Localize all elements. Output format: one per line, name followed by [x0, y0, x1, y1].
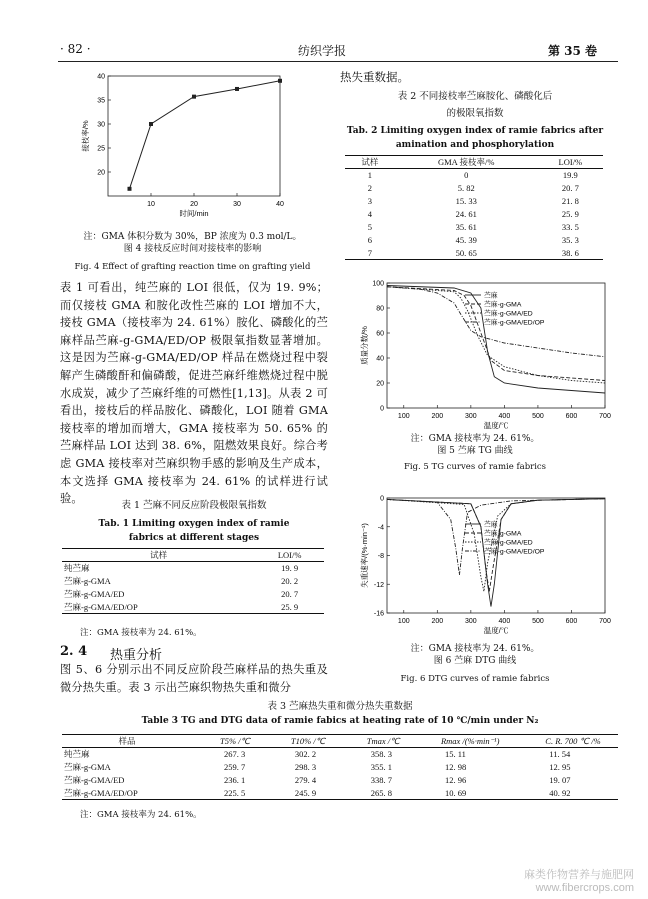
right-top-text: 热失重数据。	[340, 70, 409, 84]
table3-cell: 355. 1	[370, 762, 392, 772]
fig6-xtick-label: 300	[465, 618, 477, 625]
fig6-xtick-label: 400	[498, 618, 511, 625]
table3-cell: 245. 9	[294, 787, 317, 798]
table3-title-en: Table 3 TG and DTG data of ramie fabics at heating rate of 10 ℃/min under N₂	[141, 716, 539, 726]
table1-cell: 25. 9	[281, 601, 299, 612]
table3-cell: 12. 98	[444, 762, 467, 772]
table2-row	[345, 169, 603, 182]
table3-cell: 267. 3	[224, 749, 246, 760]
table2-row	[345, 182, 603, 195]
fig5-ylabel: 质量分数/%	[360, 326, 369, 365]
table1-cell: 20. 2	[281, 576, 299, 586]
table1-cell: 苎麻-g-GMA/ED/OP	[64, 601, 138, 612]
table3-cell: 12. 95	[549, 762, 571, 772]
table2-row	[345, 208, 603, 221]
table3-cell: 279. 4	[294, 775, 317, 785]
fig4-point	[149, 122, 153, 126]
section-title: 热重分析	[110, 648, 163, 663]
fig4-chart	[70, 68, 300, 228]
fig6-xlabel: 温度/℃	[483, 626, 509, 635]
table2-cell: 33. 5	[561, 222, 579, 232]
table2-cell: 0	[464, 170, 469, 181]
fig5-ytick-label: 20	[376, 380, 384, 388]
table3-cell: 40. 92	[549, 787, 571, 798]
body-paragraph-2: 图 5、6 分别示出不同反应阶段苎麻样品的热失重及微分热失重。表 3 示出苎麻织物热失重和微分	[60, 663, 328, 694]
table2-cell: 35. 61	[455, 222, 477, 232]
table3-cell: 15. 11	[444, 749, 466, 760]
fig5-legend-label: 苎麻-g-GMA/ED	[484, 310, 533, 318]
page-number: · 82 ·	[60, 42, 91, 56]
section-number: 2. 4	[60, 644, 88, 659]
table3-row	[62, 774, 618, 787]
fig5-xtick-label: 300	[465, 413, 477, 420]
table3-header: C. R. 700 ℃ /%	[545, 735, 601, 746]
table1-row	[62, 575, 324, 588]
fig4-xtick-label: 40	[276, 201, 284, 208]
fig4-ytick-label: 20	[97, 169, 105, 177]
table3-cell: 苎麻-g-GMA/ED/OP	[64, 787, 138, 798]
table3-header: 样品	[118, 736, 136, 746]
fig5-ytick-label: 100	[372, 280, 384, 288]
table2-cell: 4	[367, 209, 372, 219]
fig4-ytick-label: 40	[97, 73, 105, 81]
fig6-ytick-label: -8	[377, 553, 384, 560]
table2-header: LOI/%	[558, 157, 583, 167]
fig4-caption-cn: 图 4 接枝反应时间对接枝率的影响	[123, 244, 262, 254]
table2-cell: 35. 3	[561, 235, 579, 245]
table2-cell: 5	[367, 222, 372, 232]
watermark	[524, 869, 634, 895]
fig4-point	[278, 79, 282, 83]
fig5-ytick-label: 80	[376, 305, 384, 313]
fig4-point	[192, 95, 196, 99]
fig6-xtick-label: 600	[565, 618, 578, 625]
fig5-ytick-label: 60	[376, 330, 384, 338]
table2-cell: 3	[367, 196, 372, 206]
table2-row	[345, 247, 603, 260]
body-paragraph-1: 表 1 可看出，纯苎麻的 LOI 很低，仅为 19. 9%；而仅接枝 GMA 和胺化改性苎麻的 LOI 增加不大，接枝 GMA（接枝率为 24. 61%）胺化、磷酸化的苎麻样品苎麻-g-GMA/ED/OP 极限氧指数显著增加。这是因为苎麻-g-GMA/ED/OP 样品在燃烧过程中裂解产生磷酸酐和偏磷酸，促进苎麻纤维燃烧过程中脱水成炭，减少了苎麻纤维的可燃性[1,13]。从表 2 可看出，接枝后的样品胺化、磷酸化，LOI 随着 GMA 接枝率的增加而增大，GMA 接枝率为 50. 65% 的苎麻样品 LOI 达到 38. 6%，阻燃效果良好。综合考虑 GMA 接枝率对苎麻织物手感的影响及生产成本，本文选择 GMA 接枝率为 24. 61% 的试样进行试验。	[60, 281, 328, 506]
fig6-legend-label: 苎麻-g-GMA/ED	[484, 539, 533, 547]
table3-header: Tmax /℃	[366, 735, 400, 746]
volume-label: 第 35 卷	[548, 44, 598, 58]
watermark-line2: www.fibercrops.com	[535, 882, 634, 894]
table2-header: 试样	[361, 157, 379, 167]
fig5-legend-label: 苎麻-g-GMA/ED/OP	[484, 319, 545, 327]
table3-cell: 苎麻-g-GMA	[64, 762, 111, 772]
table3-title-cn: 表 3 苎麻热失重和微分热失重数据	[267, 701, 413, 712]
table1-note: 注：GMA 接枝率为 24. 61%。	[80, 628, 202, 638]
table3-cell: 12. 96	[444, 775, 467, 785]
fig5-xlabel: 温度/℃	[483, 421, 509, 430]
table3-row	[62, 761, 618, 774]
table1-cell: 20. 7	[281, 589, 299, 599]
fig5-legend-label: 苎麻-g-GMA	[484, 301, 522, 309]
table3-cell: 265. 8	[370, 787, 392, 798]
fig6-ytick-label: -16	[373, 610, 384, 618]
table3-note: 注：GMA 接枝率为 24. 61%。	[80, 810, 202, 820]
fig4-series-line	[130, 81, 281, 189]
fig5-caption-en: Fig. 5 TG curves of ramie fabrics	[403, 462, 547, 472]
table3-cell: 338. 7	[370, 775, 392, 785]
fig4-xtick-label: 20	[190, 201, 198, 208]
table1-header: LOI/%	[277, 550, 302, 560]
table3-cell: 10. 69	[444, 787, 467, 798]
fig5-legend-label: 苎麻	[484, 292, 498, 300]
fig5-chart	[355, 275, 615, 440]
fig5-xtick-label: 100	[397, 413, 410, 420]
table1-row	[62, 588, 324, 601]
fig6-caption-cn: 图 6 苎麻 DTG 曲线	[433, 656, 517, 666]
table2-cell: 6	[367, 235, 372, 245]
table2-cell: 50. 65	[455, 247, 477, 258]
table1-title-en: Tab. 1 Limiting oxygen index of ramie fabrics at different stages	[98, 519, 290, 543]
table2-title-cn: 表 2 不同接枝率苎麻胺化、磷酸化后 的极限氧指数	[397, 91, 553, 119]
journal-name: 纺织学报	[298, 44, 347, 58]
fig4-ytick-label: 30	[97, 121, 105, 129]
fig4-point	[128, 187, 132, 191]
table2-cell: 38. 6	[561, 247, 579, 258]
fig4-note: 注：GMA 体积分数为 30%，BP 浓度为 0.3 mol/L。	[83, 232, 302, 242]
fig6-legend-label: 苎麻	[484, 521, 498, 529]
fig4-frame	[108, 76, 280, 196]
fig6-xtick-label: 700	[599, 618, 611, 625]
fig4-xtick-label: 10	[147, 201, 155, 208]
table2-header: GMA 接枝率/%	[437, 157, 495, 167]
table1-cell: 19. 9	[281, 563, 299, 574]
fig5-xtick-label: 500	[532, 413, 544, 420]
fig6-xtick-label: 200	[431, 618, 444, 625]
fig6-legend-label: 苎麻-g-GMA/ED/OP	[484, 548, 545, 556]
table1-row	[62, 562, 324, 575]
table2-cell: 1	[367, 170, 372, 181]
table3-header: Rmax /(%·min⁻¹)	[440, 735, 500, 746]
watermark-line1: 麻类作物营养与施肥网	[524, 869, 634, 881]
table1-cell: 苎麻-g-GMA	[64, 576, 111, 586]
fig5-ytick-label: 40	[376, 355, 384, 363]
fig4-ytick-label: 35	[97, 97, 105, 105]
table2	[345, 155, 603, 260]
table2-cell: 5. 82	[457, 183, 475, 193]
fig6-xtick-label: 100	[397, 618, 410, 625]
fig4-xtick-label: 30	[233, 201, 241, 208]
fig6-ytick-label: -4	[377, 524, 384, 532]
table2-row	[345, 221, 603, 234]
table2-cell: 2	[367, 183, 372, 193]
table3-cell: 225. 5	[224, 787, 246, 798]
fig6-xtick-label: 500	[532, 618, 544, 625]
table3-cell: 11. 54	[549, 749, 571, 760]
fig6-chart	[355, 490, 615, 640]
table2-row	[345, 234, 603, 247]
fig5-xtick-label: 700	[599, 413, 611, 420]
table1-cell: 苎麻-g-GMA/ED	[64, 589, 125, 599]
fig5-xtick-label: 400	[498, 413, 511, 420]
table3-cell: 纯苎麻	[64, 749, 90, 760]
fig6-frame	[387, 498, 605, 613]
table3-cell: 358. 3	[370, 749, 392, 760]
fig5-ytick-label: 0	[380, 405, 384, 413]
fig6-legend-label: 苎麻-g-GMA	[484, 530, 522, 538]
table2-cell: 20. 7	[561, 183, 579, 193]
table2-cell: 24. 61	[455, 209, 477, 219]
table2-cell: 45. 39	[455, 235, 477, 245]
fig6-ytick-label: -12	[373, 581, 384, 589]
table3-row	[62, 787, 618, 800]
fig6-caption-en: Fig. 6 DTG curves of ramie fabrics	[400, 674, 550, 684]
table3-cell: 19. 07	[549, 775, 571, 785]
table2-cell: 19.9	[562, 170, 578, 181]
table3-cell: 298. 3	[294, 762, 317, 772]
table2-cell: 25. 9	[561, 209, 579, 219]
header-rule	[58, 61, 618, 62]
fig5-note: 注：GMA 接枝率为 24. 61%。	[410, 434, 540, 444]
table1	[62, 548, 324, 614]
table3-cell: 236. 1	[224, 775, 246, 785]
fig6-ylabel: 失重速率/(%·min⁻¹)	[360, 523, 369, 588]
fig5-xtick-label: 600	[565, 413, 578, 420]
table3-row	[62, 748, 618, 761]
table3	[62, 734, 618, 800]
table2-cell: 7	[367, 247, 372, 258]
fig6-note: 注：GMA 接枝率为 24. 61%。	[410, 644, 540, 654]
fig4-ytick-label: 25	[97, 145, 105, 153]
fig4-point	[235, 87, 239, 91]
table3-header: T10% /℃	[290, 735, 326, 746]
fig5-caption-cn: 图 5 苎麻 TG 曲线	[437, 446, 513, 456]
table3-cell: 302. 2	[294, 749, 317, 760]
table3-cell: 苎麻-g-GMA/ED	[64, 775, 125, 785]
fig4-xlabel: 时间/min	[179, 209, 209, 218]
table1-header: 试样	[150, 550, 168, 560]
table1-cell: 纯苎麻	[64, 563, 90, 574]
table2-cell: 15. 33	[455, 196, 477, 206]
table2-row	[345, 195, 603, 208]
table1-title-cn: 表 1 苎麻不同反应阶段极限氧指数	[121, 500, 267, 511]
table3-cell: 259. 7	[224, 762, 246, 772]
table2-cell: 21. 8	[561, 196, 579, 206]
fig4-caption-en: Fig. 4 Effect of grafting reaction time on grafting yield	[74, 262, 311, 272]
fig5-xtick-label: 200	[431, 413, 444, 420]
table2-title-en: Tab. 2 Limiting oxygen index of ramie fabrics after amination and phosphorylation	[346, 126, 604, 150]
table1-row	[62, 601, 324, 614]
fig6-ytick-label: 0	[380, 495, 384, 503]
fig4-ylabel: 接枝率/%	[81, 120, 90, 152]
table3-header: T5% /℃	[220, 735, 251, 746]
